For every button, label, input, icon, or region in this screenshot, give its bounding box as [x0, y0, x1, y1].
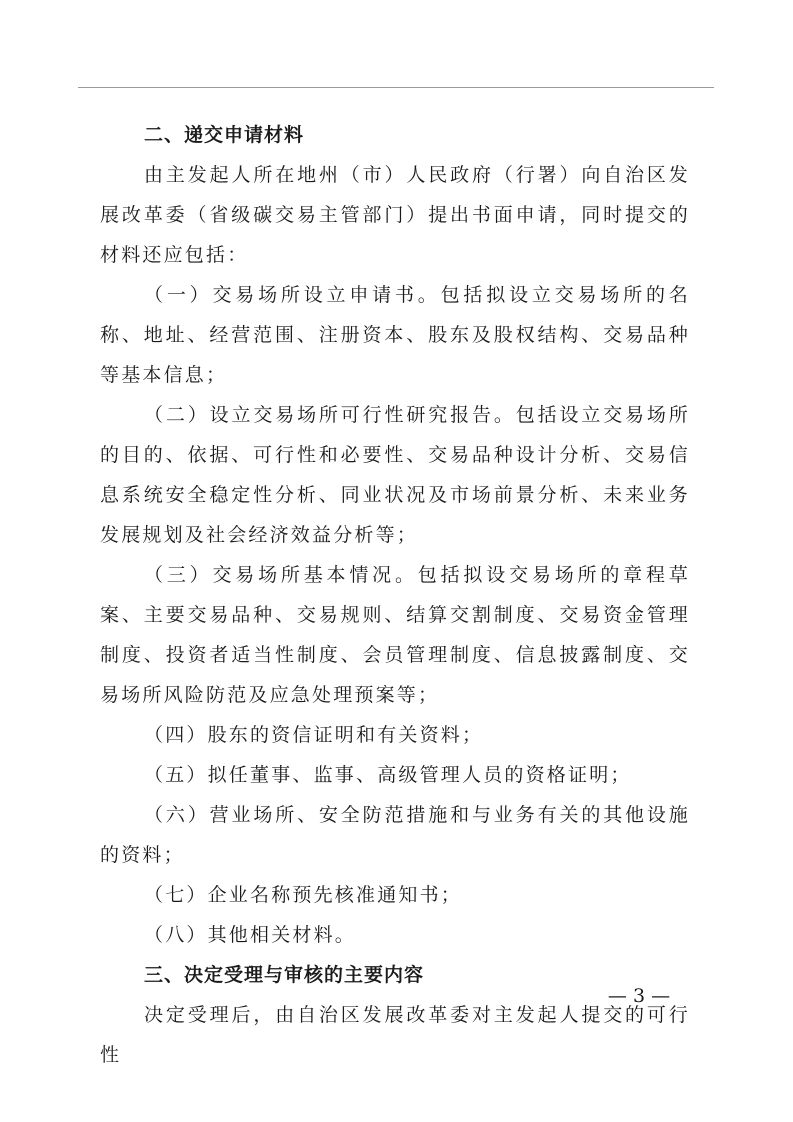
- paragraph-item-4: （四）股东的资信证明和有关资料；: [144, 724, 484, 746]
- paragraph-review-intro: 决定受理后，由自治区发展改革委对主发起人提交的可行性: [100, 1004, 690, 1066]
- paragraph-item-6: （六）营业场所、安全防范措施和与业务有关的其他设施的资料；: [100, 804, 690, 866]
- paragraph-item-3: （三）交易场所基本情况。包括拟设交易场所的章程草案、主要交易品种、交易规则、结算交割制度、交易资金管理制度、投资者适当性制度、会员管理制度、信息披露制度、交易场所风险防范及应急处理预案等；: [100, 564, 690, 706]
- paragraph-item-2: （二）设立交易场所可行性研究报告。包括设立交易场所的目的、依据、可行性和必要性、交易品种设计分析、交易信息系统安全稳定性分析、同业状况及市场前景分析、未来业务发展规划及社会经济效益分析等；: [100, 404, 690, 546]
- paragraph-item-1: （一）交易场所设立申请书。包括拟设立交易场所的名称、地址、经营范围、注册资本、股东及股权结构、交易品种等基本信息；: [100, 284, 690, 386]
- page-number: — 3 —: [607, 985, 671, 1007]
- section-heading-submit-materials: 二、递交申请材料: [144, 124, 305, 146]
- header-rule: [78, 87, 714, 88]
- paragraph-item-8: （八）其他相关材料。: [144, 924, 357, 946]
- section-heading-review-content: 三、决定受理与审核的主要内容: [144, 964, 425, 986]
- paragraph-intro: 由主发起人所在地州（市）人民政府（行署）向自治区发展改革委（省级碳交易主管部门）提出书面申请，同时提交的材料还应包括：: [100, 164, 690, 266]
- paragraph-item-5: （五）拟任董事、监事、高级管理人员的资格证明；: [144, 764, 632, 786]
- document-body: [100, 115, 690, 1075]
- paragraph-item-7: （七）企业名称预先核准通知书；: [144, 884, 463, 906]
